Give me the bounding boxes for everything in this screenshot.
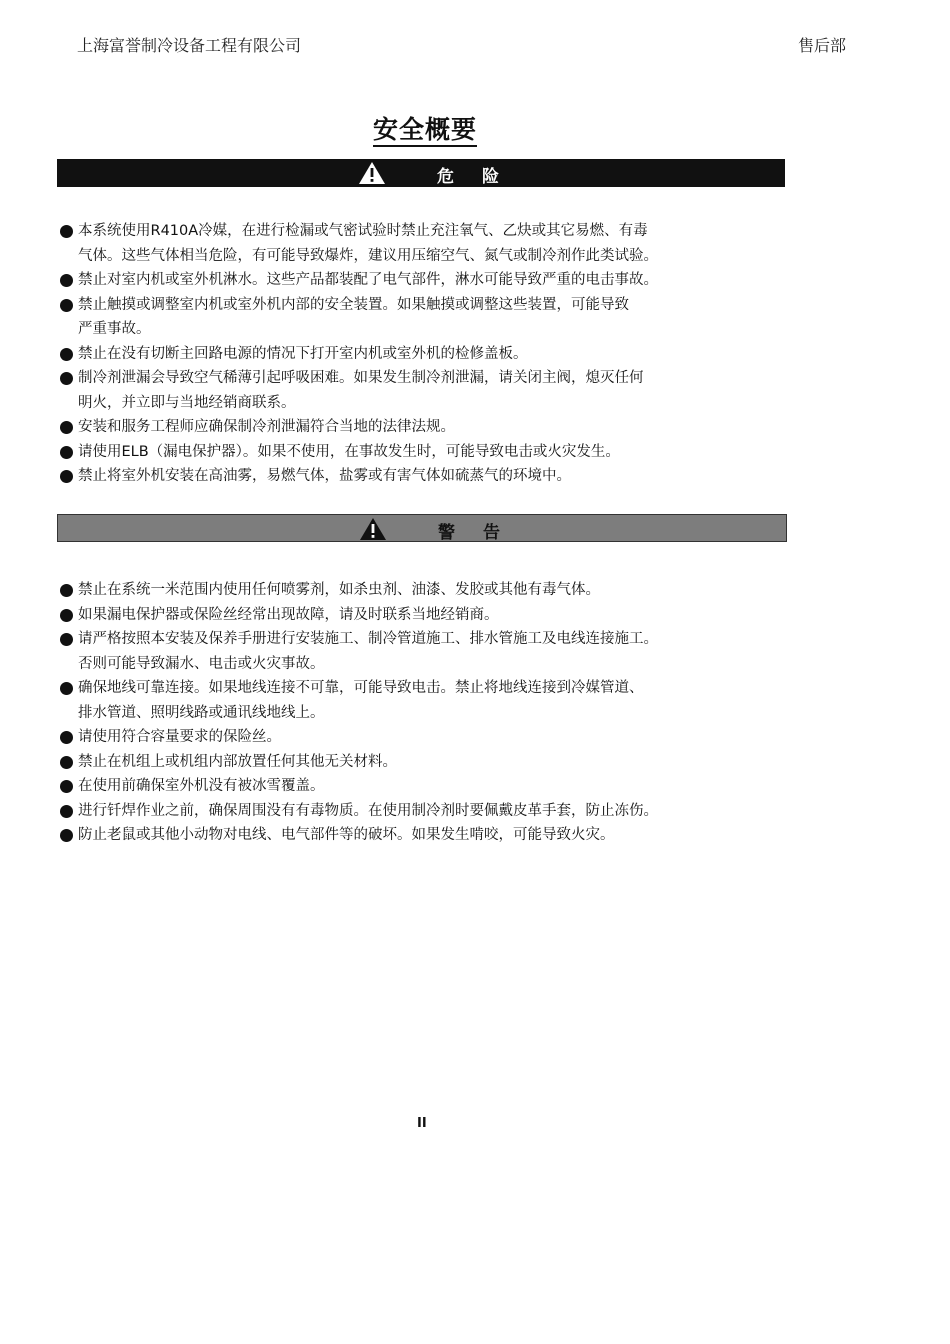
warning-list [60, 578, 760, 848]
list-item: 请使用符合容量要求的保险丝。 [60, 725, 760, 750]
list-item: 禁止在系统一米范围内使用任何喷雾剂，如杀虫剂、油漆、发胶或其他有毒气体。 [60, 578, 760, 603]
bullet-dot-icon [60, 756, 73, 769]
page-title: 安全概要 [373, 115, 477, 147]
list-item: 制冷剂泄漏会导致空气稀薄引起呼吸困难。如果发生制冷剂泄漏，请关闭主阀，熄灭任何 明火，并立即与当地经销商联系。 [60, 366, 760, 415]
list-item: 禁止在没有切断主回路电源的情况下打开室内机或室外机的检修盖板。 [60, 342, 760, 367]
list-item: 禁止触摸或调整室内机或室外机内部的安全装置。如果触摸或调整这些装置，可能导致 严重事故。 [60, 293, 760, 342]
bullet-dot-icon [60, 633, 73, 646]
warning-banner [57, 514, 787, 542]
page-title-wrap [0, 110, 850, 146]
list-item: 本系统使用R410A冷媒，在进行检漏或气密试验时禁止充注氧气、乙炔或其它易燃、有毒 气体。这些气体相当危险，有可能导致爆炸，建议用压缩空气、氮气或制冷剂作此类试验。 [60, 219, 760, 268]
bullet-dot-icon [60, 829, 73, 842]
header-department: 售后部 [798, 36, 847, 55]
warning-triangle-icon [358, 161, 386, 185]
danger-list [60, 219, 760, 489]
danger-banner [57, 159, 785, 187]
bullet-dot-icon [60, 682, 73, 695]
warning-label: 警告 [438, 523, 528, 543]
header-company: 上海富誉制冷设备工程有限公司 [77, 36, 302, 55]
list-item: 如果漏电保护器或保险丝经常出现故障，请及时联系当地经销商。 [60, 603, 760, 628]
list-item: 确保地线可靠连接。如果地线连接不可靠，可能导致电击。禁止将地线连接到冷媒管道、 排水管道、照明线路或通讯线地线上。 [60, 676, 760, 725]
bullet-dot-icon [60, 584, 73, 597]
bullet-dot-icon [60, 470, 73, 483]
bullet-dot-icon [60, 299, 73, 312]
list-item: 禁止在机组上或机组内部放置任何其他无关材料。 [60, 750, 760, 775]
bullet-dot-icon [60, 372, 73, 385]
list-item: 请严格按照本安装及保养手册进行安装施工、制冷管道施工、排水管施工及电线连接施工。 否则可能导致漏水、电击或火灾事故。 [60, 627, 760, 676]
list-item: 禁止将室外机安装在高油雾，易燃气体，盐雾或有害气体如硫蒸气的环境中。 [60, 464, 760, 489]
bullet-dot-icon [60, 421, 73, 434]
list-item: 请使用ELB（漏电保护器）。如果不使用，在事故发生时，可能导致电击或火灾发生。 [60, 440, 760, 465]
list-item: 防止老鼠或其他小动物对电线、电气部件等的破坏。如果发生啃咬，可能导致火灾。 [60, 823, 760, 848]
bullet-dot-icon [60, 225, 73, 238]
bullet-dot-icon [60, 731, 73, 744]
bullet-dot-icon [60, 780, 73, 793]
list-item: 安装和服务工程师应确保制冷剂泄漏符合当地的法律法规。 [60, 415, 760, 440]
bullet-dot-icon [60, 446, 73, 459]
bullet-dot-icon [60, 805, 73, 818]
bullet-dot-icon [60, 348, 73, 361]
warning-triangle-icon [359, 517, 387, 541]
danger-label: 危险 [437, 167, 527, 187]
list-item: 进行钎焊作业之前，确保周围没有有毒物质。在使用制冷剂时要佩戴皮革手套，防止冻伤。 [60, 799, 760, 824]
bullet-dot-icon [60, 609, 73, 622]
page-number: II [417, 1116, 427, 1131]
list-item: 在使用前确保室外机没有被冰雪覆盖。 [60, 774, 760, 799]
bullet-dot-icon [60, 274, 73, 287]
list-item: 禁止对室内机或室外机淋水。这些产品都装配了电气部件，淋水可能导致严重的电击事故。 [60, 268, 760, 293]
